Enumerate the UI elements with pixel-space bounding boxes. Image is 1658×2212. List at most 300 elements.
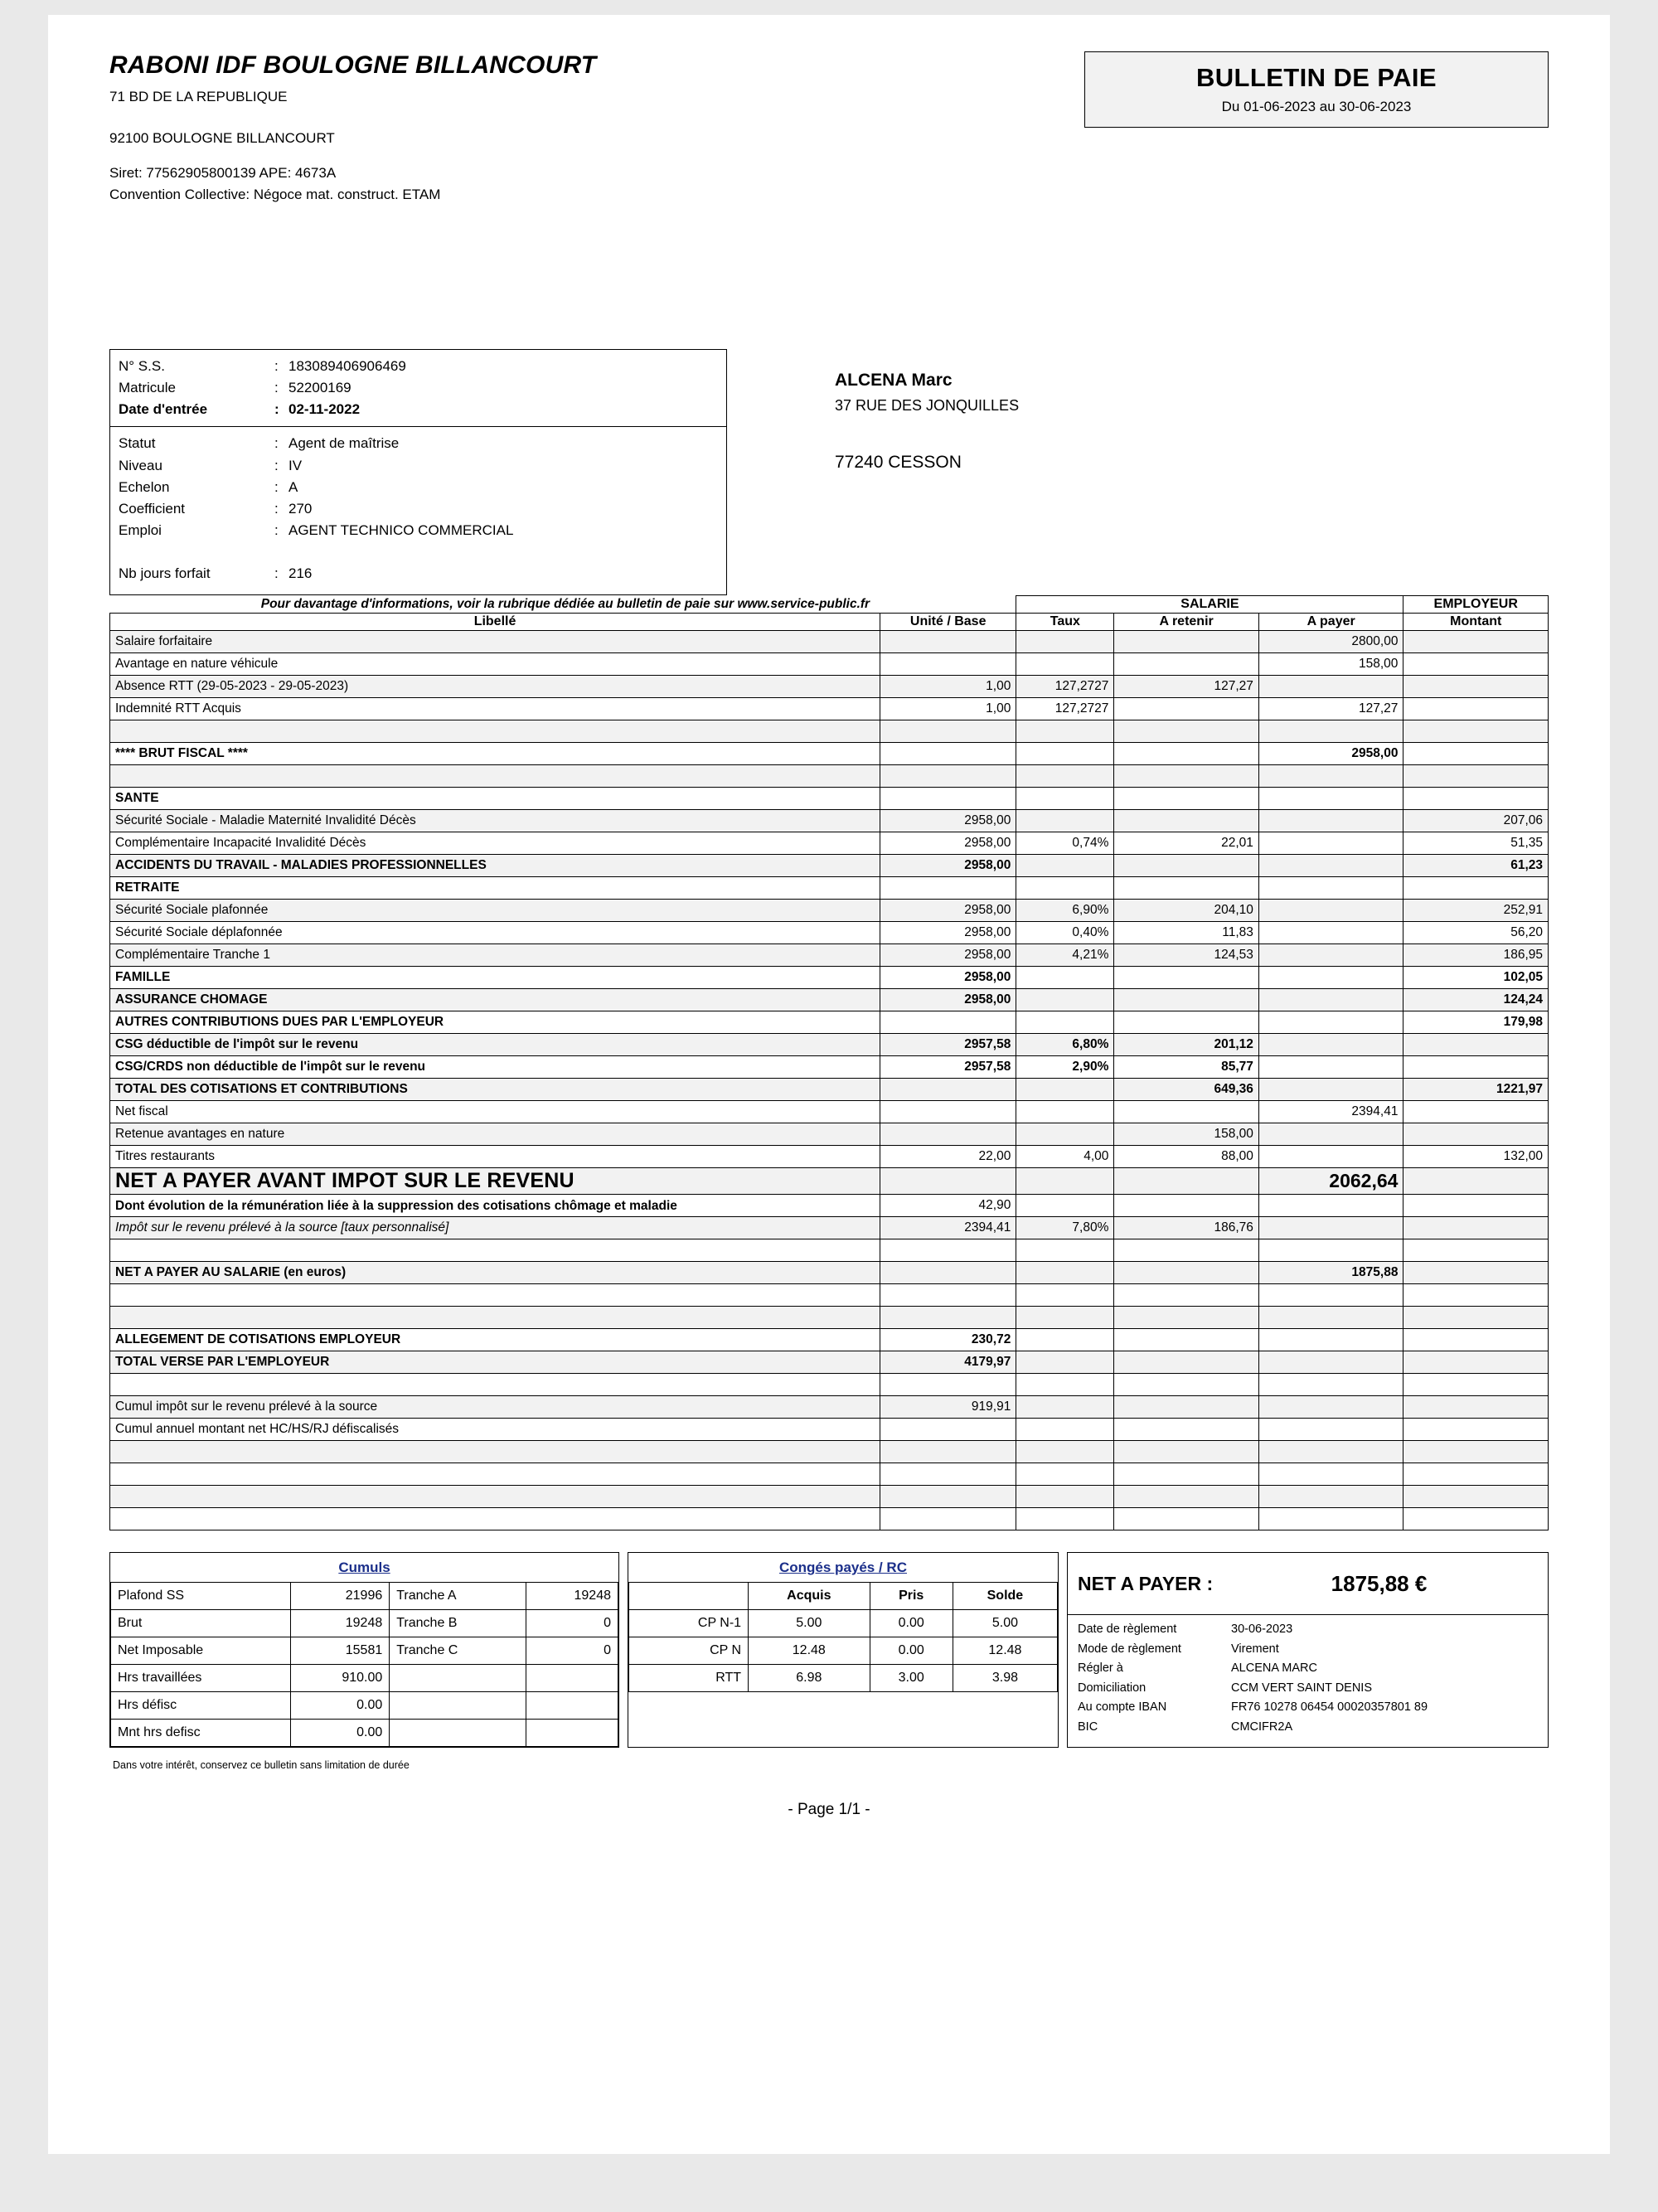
- identity-sep: :: [274, 565, 279, 582]
- col-header-retenir: A retenir: [1114, 614, 1259, 631]
- row-taux: [1016, 877, 1114, 900]
- header: [109, 51, 1549, 208]
- row-a-retenir: [1114, 1396, 1259, 1419]
- row-taux: [1016, 1284, 1114, 1307]
- row-a-payer: [1258, 1486, 1403, 1508]
- row-montant: [1403, 1101, 1549, 1123]
- row-label: CSG/CRDS non déductible de l'impôt sur le revenu: [110, 1056, 880, 1079]
- identity-key: Nb jours forfait: [119, 565, 211, 582]
- row-taux: [1016, 653, 1114, 676]
- table-row: [110, 720, 1549, 743]
- conges-col-pris: Pris: [870, 1583, 953, 1610]
- table-row: [110, 1351, 1549, 1374]
- conges-title: Congés payés / RC: [779, 1560, 907, 1576]
- row-label: SANTE: [110, 788, 880, 810]
- row-montant: [1403, 1351, 1549, 1374]
- table-row: [110, 1486, 1549, 1508]
- table-row: [110, 1374, 1549, 1396]
- row-a-payer: [1258, 720, 1403, 743]
- row-unite: 2958,00: [880, 900, 1016, 922]
- cumuls-label: Net Imposable: [111, 1637, 291, 1665]
- row-a-retenir: 88,00: [1114, 1146, 1259, 1168]
- cumuls-tranche-label: Tranche B: [390, 1610, 526, 1637]
- table-row: [110, 1079, 1549, 1101]
- row-a-retenir: 22,01: [1114, 832, 1259, 855]
- row-unite: [880, 1307, 1016, 1329]
- row-montant: [1403, 877, 1549, 900]
- row-unite: [880, 1262, 1016, 1284]
- identity-box-bottom: [109, 426, 727, 595]
- row-taux: 6,90%: [1016, 900, 1114, 922]
- identity-row: [110, 356, 726, 377]
- identity-value: 02-11-2022: [288, 401, 361, 418]
- cumuls-tranche-value: [526, 1692, 618, 1720]
- cumuls-label: Mnt hrs defisc: [111, 1720, 291, 1747]
- row-a-payer: [1258, 1351, 1403, 1374]
- row-taux: [1016, 1262, 1114, 1284]
- row-unite: [880, 1101, 1016, 1123]
- row-label: Cumul annuel montant net HC/HS/RJ défiscalisés: [110, 1419, 880, 1441]
- row-taux: [1016, 1307, 1114, 1329]
- cumuls-label: Hrs défisc: [111, 1692, 291, 1720]
- table-group-header-row: [110, 596, 1549, 614]
- row-label: Retenue avantages en nature: [110, 1123, 880, 1146]
- identity-key: Matricule: [119, 380, 176, 396]
- row-a-payer: [1258, 1284, 1403, 1307]
- identity-sep: :: [274, 435, 279, 452]
- row-montant: [1403, 1195, 1549, 1217]
- row-montant: [1403, 631, 1549, 653]
- row-a-retenir: [1114, 1329, 1259, 1351]
- row-montant: [1403, 1508, 1549, 1530]
- col-header-unite: Unité / Base: [880, 614, 1016, 631]
- row-taux: [1016, 1329, 1114, 1351]
- row-a-payer: [1258, 1307, 1403, 1329]
- table-row: [111, 1692, 618, 1720]
- row-montant: 102,05: [1403, 967, 1549, 989]
- row-a-retenir: [1114, 967, 1259, 989]
- row-a-retenir: [1114, 1419, 1259, 1441]
- identity-value: [288, 542, 726, 562]
- conges-col-solde: Solde: [953, 1583, 1057, 1610]
- row-label: Absence RTT (29-05-2023 - 29-05-2023): [110, 676, 880, 698]
- cumuls-tranche-label: [390, 1665, 526, 1692]
- cumuls-tranche-label: Tranche C: [390, 1637, 526, 1665]
- identity-row: [110, 520, 726, 541]
- row-a-retenir: [1114, 1351, 1259, 1374]
- company-block: [109, 51, 596, 208]
- row-montant: [1403, 788, 1549, 810]
- row-a-retenir: [1114, 720, 1259, 743]
- row-label: [110, 1486, 880, 1508]
- row-unite: [880, 743, 1016, 765]
- table-row: [111, 1720, 618, 1747]
- identity-sep: [274, 542, 288, 562]
- row-a-payer: 1875,88: [1258, 1262, 1403, 1284]
- row-unite: 1,00: [880, 676, 1016, 698]
- row-a-payer: [1258, 989, 1403, 1011]
- conges-pris: 0.00: [870, 1610, 953, 1637]
- conges-solde: 5.00: [953, 1610, 1057, 1637]
- row-unite: [880, 1079, 1016, 1101]
- table-row: [110, 631, 1549, 653]
- net-a-payer-box: [1067, 1552, 1549, 1748]
- row-taux: [1016, 1463, 1114, 1486]
- table-row: [110, 698, 1549, 720]
- row-a-retenir: [1114, 1441, 1259, 1463]
- cumuls-label: Brut: [111, 1610, 291, 1637]
- col-header-montant: Montant: [1403, 614, 1549, 631]
- row-a-retenir: [1114, 788, 1259, 810]
- table-row: [629, 1637, 1058, 1665]
- row-label: Complémentaire Tranche 1: [110, 944, 880, 967]
- row-a-payer: [1258, 922, 1403, 944]
- row-taux: [1016, 855, 1114, 877]
- row-a-retenir: [1114, 855, 1259, 877]
- row-a-payer: [1258, 676, 1403, 698]
- row-label: Sécurité Sociale déplafonnée: [110, 922, 880, 944]
- row-label: Impôt sur le revenu prélevé à la source [taux personnalisé]: [110, 1217, 880, 1239]
- row-montant: [1403, 1463, 1549, 1486]
- row-montant: [1403, 1284, 1549, 1307]
- row-a-payer: [1258, 1419, 1403, 1441]
- payslip-sheet: [48, 15, 1610, 2154]
- cumuls-title: Cumuls: [338, 1560, 390, 1576]
- row-label: **** BRUT FISCAL ****: [110, 743, 880, 765]
- table-row: [110, 989, 1549, 1011]
- row-a-retenir: [1114, 698, 1259, 720]
- net-a-payer-header: [1068, 1553, 1548, 1615]
- identity-value: 52200169: [288, 380, 351, 396]
- row-label: Sécurité Sociale plafonnée: [110, 900, 880, 922]
- row-unite: [880, 1441, 1016, 1463]
- row-a-payer: 2394,41: [1258, 1101, 1403, 1123]
- row-a-retenir: 85,77: [1114, 1056, 1259, 1079]
- row-unite: [880, 788, 1016, 810]
- row-a-payer: [1258, 1034, 1403, 1056]
- payment-detail-label: Régler à: [1078, 1661, 1123, 1676]
- row-taux: 7,80%: [1016, 1217, 1114, 1239]
- row-label: [110, 765, 880, 788]
- row-unite: 4179,97: [880, 1351, 1016, 1374]
- row-a-payer: [1258, 1123, 1403, 1146]
- row-a-retenir: [1114, 810, 1259, 832]
- row-label: Salaire forfaitaire: [110, 631, 880, 653]
- row-a-payer: 2958,00: [1258, 743, 1403, 765]
- row-unite: 2958,00: [880, 855, 1016, 877]
- row-unite: 919,91: [880, 1396, 1016, 1419]
- identity-sep: :: [274, 401, 279, 418]
- row-a-retenir: [1114, 1486, 1259, 1508]
- identity-value: 216: [288, 565, 313, 582]
- conges-solde: 3.98: [953, 1665, 1057, 1692]
- row-label: Avantage en nature véhicule: [110, 653, 880, 676]
- col-header-taux: Taux: [1016, 614, 1114, 631]
- row-label: Net fiscal: [110, 1101, 880, 1123]
- table-row: [110, 743, 1549, 765]
- row-a-payer: [1258, 1508, 1403, 1530]
- table-row: [111, 1610, 618, 1637]
- conges-table: [628, 1582, 1058, 1692]
- table-row: [110, 1396, 1549, 1419]
- cumuls-label: Plafond SS: [111, 1583, 291, 1610]
- row-label: AUTRES CONTRIBUTIONS DUES PAR L'EMPLOYEUR: [110, 1011, 880, 1034]
- row-taux: 6,80%: [1016, 1034, 1114, 1056]
- table-row: [110, 1262, 1549, 1284]
- row-label: Cumul impôt sur le revenu prélevé à la source: [110, 1396, 880, 1419]
- row-montant: 207,06: [1403, 810, 1549, 832]
- row-label: FAMILLE: [110, 967, 880, 989]
- row-a-retenir: 11,83: [1114, 922, 1259, 944]
- row-unite: 2394,41: [880, 1217, 1016, 1239]
- row-taux: [1016, 743, 1114, 765]
- identity-sep: :: [274, 500, 279, 517]
- row-montant: [1403, 1056, 1549, 1079]
- row-unite: [880, 1168, 1016, 1195]
- table-column-header-row: [110, 614, 1549, 631]
- row-montant: [1403, 1262, 1549, 1284]
- row-a-retenir: [1114, 1262, 1259, 1284]
- cumuls-tranche-value: 0: [526, 1610, 618, 1637]
- cumuls-tranche-label: Tranche A: [390, 1583, 526, 1610]
- table-row: [110, 1195, 1549, 1217]
- row-unite: [880, 1419, 1016, 1441]
- table-row: [110, 1441, 1549, 1463]
- row-unite: [880, 631, 1016, 653]
- row-label: ASSURANCE CHOMAGE: [110, 989, 880, 1011]
- table-row: [110, 1329, 1549, 1351]
- row-taux: 4,00: [1016, 1146, 1114, 1168]
- cumuls-value: 19248: [291, 1610, 390, 1637]
- conges-pris: 3.00: [870, 1665, 953, 1692]
- payment-detail-value: FR76 10278 06454 00020357801 89: [1231, 1700, 1428, 1715]
- row-label: Complémentaire Incapacité Invalidité Décès: [110, 832, 880, 855]
- table-row: [110, 1239, 1549, 1262]
- row-a-payer: [1258, 1239, 1403, 1262]
- row-unite: 2958,00: [880, 922, 1016, 944]
- row-a-retenir: 127,27: [1114, 676, 1259, 698]
- cumuls-table: [110, 1582, 618, 1747]
- row-unite: [880, 1011, 1016, 1034]
- row-label: [110, 1463, 880, 1486]
- identity-value: Agent de maîtrise: [288, 435, 400, 452]
- identity-key: N° S.S.: [119, 358, 165, 374]
- row-a-payer: [1258, 1217, 1403, 1239]
- row-montant: 132,00: [1403, 1146, 1549, 1168]
- table-row: [110, 1463, 1549, 1486]
- row-montant: [1403, 653, 1549, 676]
- row-montant: [1403, 1441, 1549, 1463]
- row-unite: [880, 1463, 1016, 1486]
- table-row: [110, 1508, 1549, 1530]
- row-label: RETRAITE: [110, 877, 880, 900]
- row-montant: 252,91: [1403, 900, 1549, 922]
- table-row: [110, 1056, 1549, 1079]
- row-unite: [880, 1284, 1016, 1307]
- table-row: [110, 765, 1549, 788]
- row-a-payer: [1258, 1195, 1403, 1217]
- row-a-retenir: [1114, 1307, 1259, 1329]
- identity-key: [119, 542, 274, 562]
- table-row: [110, 900, 1549, 922]
- identity-sep: :: [274, 358, 279, 374]
- row-unite: 230,72: [880, 1329, 1016, 1351]
- row-taux: [1016, 1239, 1114, 1262]
- payment-details: [1068, 1615, 1548, 1737]
- row-a-retenir: [1114, 1463, 1259, 1486]
- row-a-payer: [1258, 1374, 1403, 1396]
- row-a-retenir: [1114, 1195, 1259, 1217]
- row-montant: [1403, 676, 1549, 698]
- identity-row: [110, 477, 726, 498]
- company-address2: 92100 BOULOGNE BILLANCOURT: [109, 130, 335, 146]
- identity-key: Emploi: [119, 521, 162, 538]
- row-montant: 56,20: [1403, 922, 1549, 944]
- row-taux: [1016, 1486, 1114, 1508]
- cumuls-tranche-label: [390, 1720, 526, 1747]
- table-row: [110, 1146, 1549, 1168]
- row-montant: [1403, 1217, 1549, 1239]
- payroll-table: [109, 595, 1549, 1530]
- identity-value: AGENT TECHNICO COMMERCIAL: [288, 521, 514, 538]
- row-taux: 4,21%: [1016, 944, 1114, 967]
- row-a-retenir: [1114, 1374, 1259, 1396]
- row-unite: [880, 1486, 1016, 1508]
- row-a-payer: [1258, 1329, 1403, 1351]
- row-montant: [1403, 1374, 1549, 1396]
- col-header-payer: A payer: [1258, 614, 1403, 631]
- row-montant: 1221,97: [1403, 1079, 1549, 1101]
- row-unite: [880, 653, 1016, 676]
- row-a-payer: [1258, 944, 1403, 967]
- row-taux: 0,40%: [1016, 922, 1114, 944]
- payment-detail-label: Mode de règlement: [1078, 1642, 1181, 1656]
- identity-row: [110, 377, 726, 399]
- table-row: [110, 1307, 1549, 1329]
- row-a-retenir: 204,10: [1114, 900, 1259, 922]
- row-unite: 2958,00: [880, 989, 1016, 1011]
- cumuls-tranche-value: 19248: [526, 1583, 618, 1610]
- table-note: Pour davantage d'informations, voir la rubrique dédiée au bulletin de paie sur www.service-public.fr: [260, 597, 870, 611]
- row-label: ALLEGEMENT DE COTISATIONS EMPLOYEUR: [110, 1329, 880, 1351]
- row-a-payer: [1258, 1011, 1403, 1034]
- table-row: [110, 1419, 1549, 1441]
- row-label: Titres restaurants: [110, 1146, 880, 1168]
- payroll-table-body: [110, 631, 1549, 1530]
- conges-row-label: RTT: [629, 1665, 749, 1692]
- bottom-section: [109, 1552, 1549, 1748]
- conges-pris: 0.00: [870, 1637, 953, 1665]
- row-a-retenir: [1114, 631, 1259, 653]
- row-taux: [1016, 1351, 1114, 1374]
- row-unite: [880, 1123, 1016, 1146]
- row-a-retenir: [1114, 1168, 1259, 1195]
- payment-detail-value: CMCIFR2A: [1231, 1720, 1293, 1734]
- row-a-payer: [1258, 1146, 1403, 1168]
- table-row: [110, 832, 1549, 855]
- document-title-box: [1084, 51, 1549, 128]
- row-a-retenir: 124,53: [1114, 944, 1259, 967]
- row-a-payer: [1258, 832, 1403, 855]
- row-unite: [880, 1374, 1016, 1396]
- row-montant: [1403, 1419, 1549, 1441]
- row-label: CSG déductible de l'impôt sur le revenu: [110, 1034, 880, 1056]
- row-montant: [1403, 1486, 1549, 1508]
- row-montant: [1403, 1307, 1549, 1329]
- identity-value: IV: [288, 457, 303, 473]
- row-unite: [880, 1508, 1016, 1530]
- row-unite: [880, 720, 1016, 743]
- table-row: [110, 922, 1549, 944]
- employee-block: [835, 349, 1019, 473]
- row-taux: [1016, 720, 1114, 743]
- row-taux: [1016, 1168, 1114, 1195]
- row-label: Indemnité RTT Acquis: [110, 698, 880, 720]
- identity-sep: :: [274, 457, 279, 473]
- row-montant: [1403, 765, 1549, 788]
- payment-detail-label: Date de règlement: [1078, 1623, 1177, 1637]
- row-a-payer: [1258, 900, 1403, 922]
- payment-detail-value: CCM VERT SAINT DENIS: [1231, 1681, 1373, 1695]
- table-row: [110, 944, 1549, 967]
- row-label: [110, 1441, 880, 1463]
- row-a-retenir: [1114, 653, 1259, 676]
- identity-row: [110, 455, 726, 477]
- document-period: Du 01-06-2023 au 30-06-2023: [1221, 99, 1412, 114]
- row-a-retenir: 186,76: [1114, 1217, 1259, 1239]
- row-taux: [1016, 1195, 1114, 1217]
- row-taux: 127,2727: [1016, 698, 1114, 720]
- table-row: [629, 1583, 1058, 1610]
- row-a-retenir: 158,00: [1114, 1123, 1259, 1146]
- row-a-retenir: [1114, 1284, 1259, 1307]
- row-a-retenir: 649,36: [1114, 1079, 1259, 1101]
- employee-address: 37 RUE DES JONQUILLES: [835, 397, 1020, 414]
- row-a-retenir: [1114, 1508, 1259, 1530]
- row-unite: 1,00: [880, 698, 1016, 720]
- identity-value: A: [288, 478, 298, 495]
- identity-key: Statut: [119, 435, 156, 452]
- row-a-payer: 127,27: [1258, 698, 1403, 720]
- company-siret: Siret: 77562905800139 APE: 4673A: [109, 165, 337, 181]
- table-row: [110, 1168, 1549, 1195]
- table-row: [110, 1011, 1549, 1034]
- table-row: [110, 877, 1549, 900]
- conges-acquis: 6.98: [749, 1665, 870, 1692]
- payment-detail-value: 30-06-2023: [1231, 1623, 1293, 1637]
- row-montant: [1403, 698, 1549, 720]
- net-a-payer-amount: 1875,88 €: [1331, 1570, 1428, 1596]
- table-row: [110, 676, 1549, 698]
- payment-detail-value: ALCENA MARC: [1231, 1661, 1317, 1676]
- table-row: [110, 653, 1549, 676]
- cumuls-value: 0.00: [291, 1720, 390, 1747]
- employee-city: 77240 CESSON: [835, 453, 962, 472]
- row-unite: 2958,00: [880, 944, 1016, 967]
- row-taux: 0,74%: [1016, 832, 1114, 855]
- row-taux: 127,2727: [1016, 676, 1114, 698]
- table-row: [111, 1637, 618, 1665]
- row-a-payer: [1258, 967, 1403, 989]
- row-montant: [1403, 1396, 1549, 1419]
- cumuls-tranche-value: 0: [526, 1637, 618, 1665]
- conges-acquis: 5.00: [749, 1610, 870, 1637]
- table-row: [111, 1583, 618, 1610]
- row-label: [110, 1374, 880, 1396]
- row-taux: [1016, 1101, 1114, 1123]
- row-montant: 51,35: [1403, 832, 1549, 855]
- conges-row-label: CP N-1: [629, 1610, 749, 1637]
